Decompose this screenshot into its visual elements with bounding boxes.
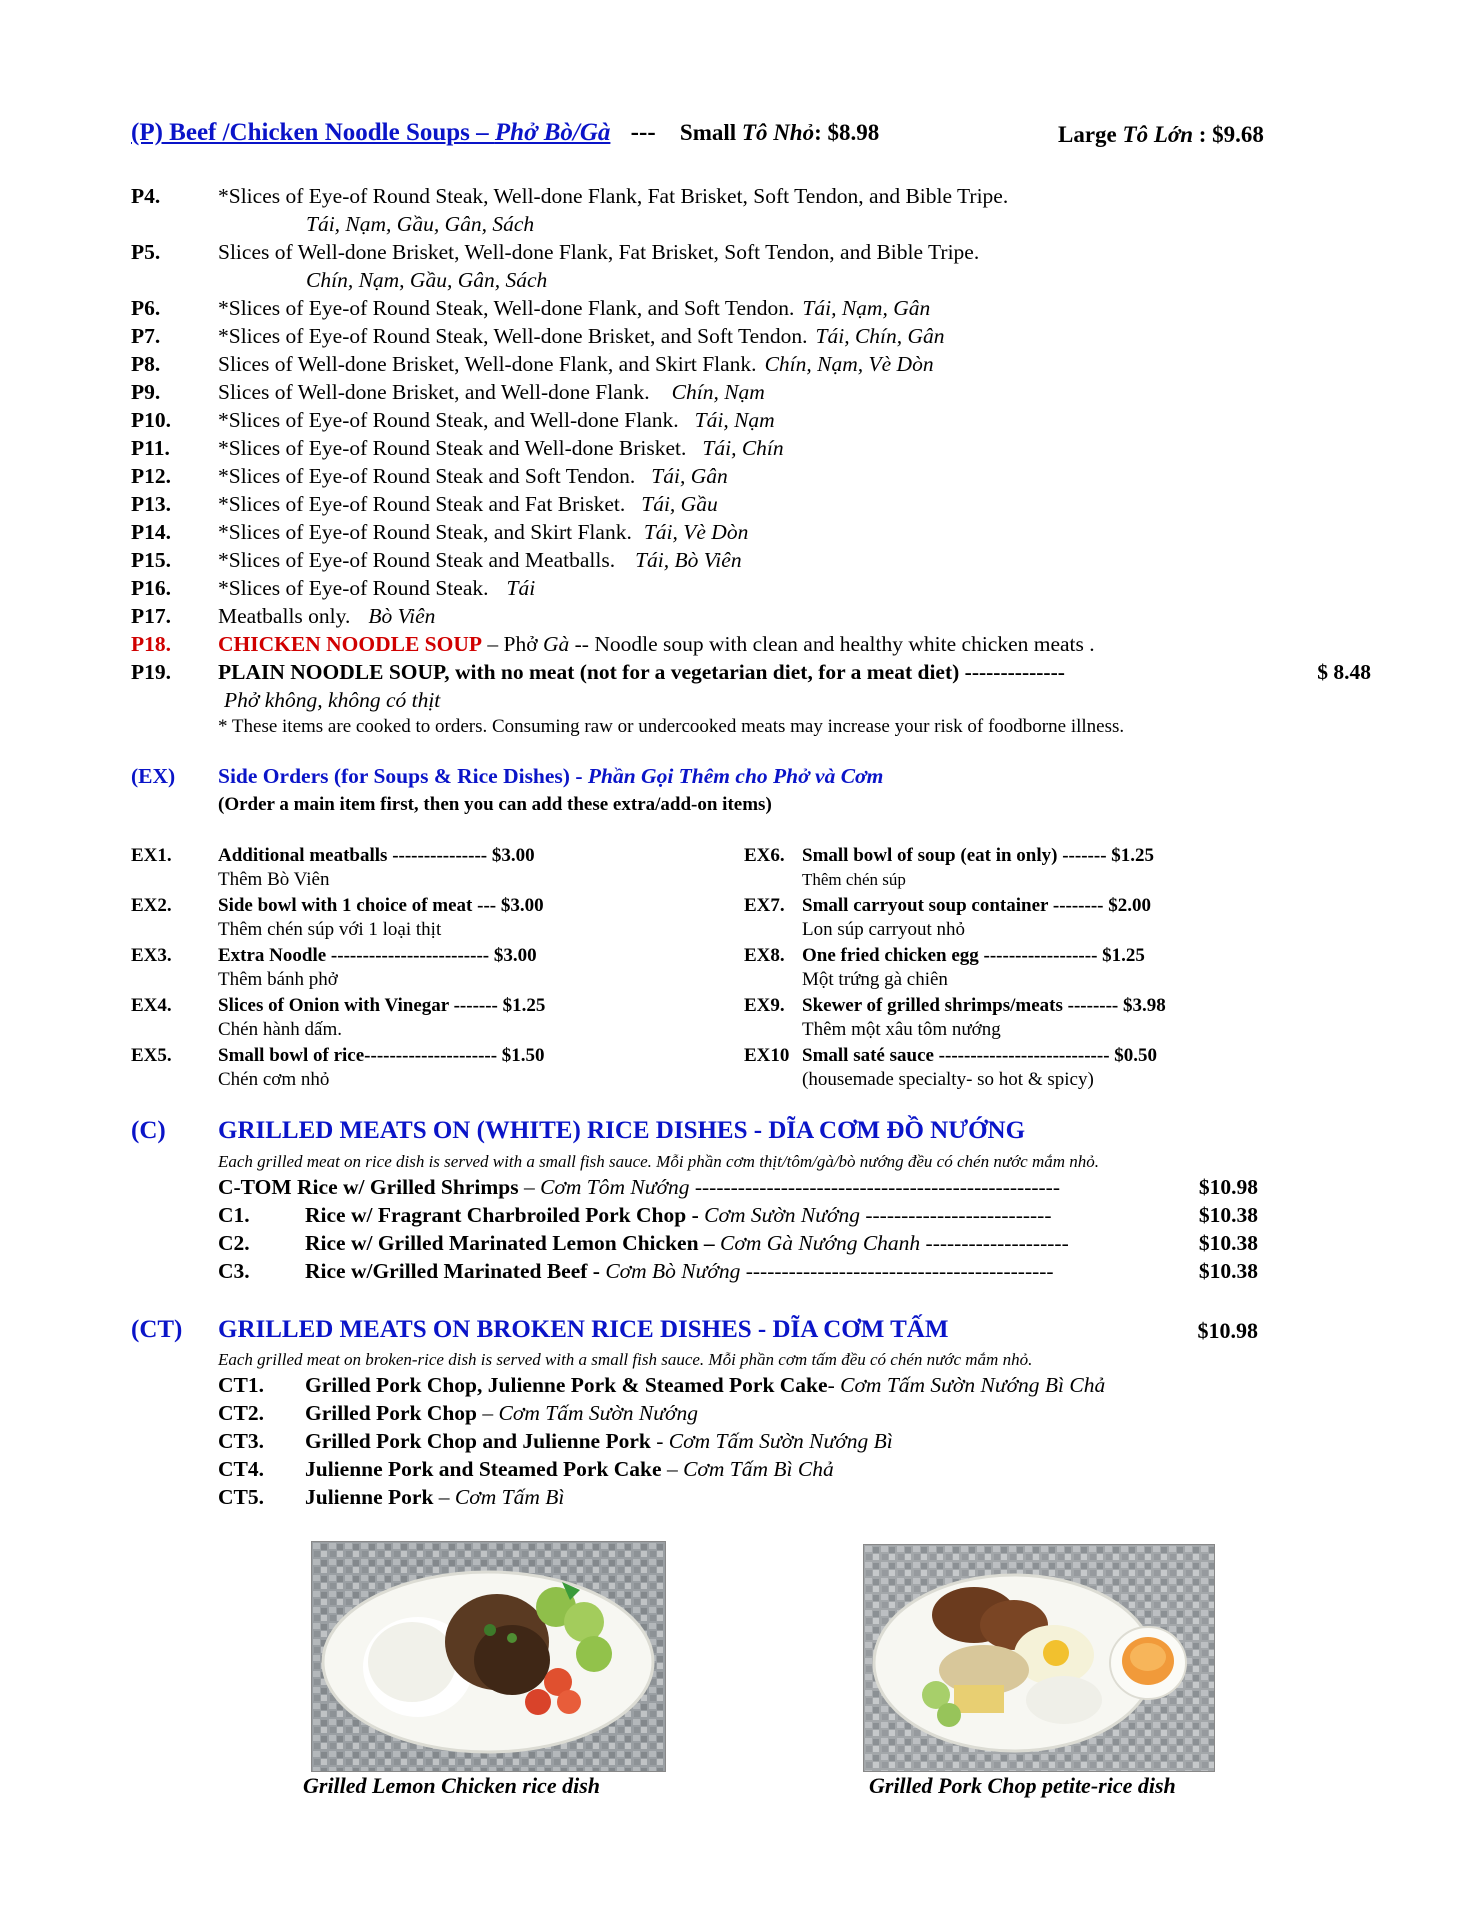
list-item: P4. *Slices of Eye-of Round Steak, Well-done Flank, Fat Brisket, Soft Tendon, and Bible Tripe. [131, 184, 1009, 208]
list-item: P11. *Slices of Eye-of Round Steak and Well-done Brisket. Tái, Chín [131, 436, 784, 460]
pork-chop-image [864, 1545, 1214, 1771]
soups-header-separator: --- [630, 119, 656, 146]
list-item: CT5. Julienne Pork – Cơm Tấm Bì [218, 1485, 565, 1509]
list-item: C3. Rice w/Grilled Marinated Beef - Cơm Bò Nướng ------------------------------------------- $10.38 [218, 1259, 1258, 1283]
pork-chop-caption: Grilled Pork Chop petite-rice dish [869, 1773, 1176, 1798]
price: $10.38 [1198, 1259, 1258, 1283]
list-item-plain: P19. PLAIN NOODLE SOUP, with no meat (not for a vegetarian diet, for a meat diet) -------------- $ 8.48 [131, 660, 1371, 684]
broken-rice-title: GRILLED MEATS ON BROKEN RICE DISHES - DĨA CƠM TẤM [218, 1316, 949, 1343]
soup-item-list [131, 182, 1371, 740]
list-item: P5. Slices of Well-done Brisket, Well-done Flank, Fat Brisket, Soft Tendon, and Bible Tripe. [131, 240, 980, 264]
list-item: C-TOM Rice w/ Grilled Shrimps – Cơm Tôm Nướng --------------------------------------------------- $10.98 [218, 1175, 1258, 1199]
large-size-price: Large Tô Lớn : $9.68 [1058, 122, 1264, 147]
list-item: CT2. Grilled Pork Chop – Cơm Tấm Sườn Nướng [218, 1401, 698, 1425]
list-item: EX2. Side bowl with 1 choice of meat --- $3.00 Thêm chén súp với 1 loại thịt [131, 895, 544, 940]
rice-code: (C) [131, 1117, 166, 1144]
list-item: P13. *Slices of Eye-of Round Steak and Fat Brisket. Tái, Gầu [131, 492, 718, 516]
list-item: EX5. Small bowl of rice--------------------- $1.50 Chén cơm nhỏ [131, 1045, 545, 1090]
small-size-price: Small Tô Nhỏ: $8.98 [679, 120, 880, 145]
broken-rice-code: (CT) [131, 1316, 183, 1343]
price: $10.38 [1198, 1203, 1258, 1227]
list-item-vietnamese: Tái, Nạm, Gầu, Gân, Sách [306, 212, 535, 236]
list-item: EX3. Extra Noodle ------------------------- $3.00 Thêm bánh phở [131, 945, 537, 990]
list-item: EX4. Slices of Onion with Vinegar ------- $1.25 Chén hành dấm. [131, 995, 546, 1040]
list-item: P17. Meatballs only. Bò Viên [131, 604, 436, 628]
list-item: C1. Rice w/ Fragrant Charbroiled Pork Chop - Cơm Sườn Nướng -------------------------- $10.38 [218, 1203, 1258, 1227]
list-item: EX10 Small saté sauce --------------------------- $0.50 (housemade specialty- so hot & spicy) [744, 1045, 1158, 1090]
price: $10.98 [1198, 1175, 1258, 1199]
broken-rice-price: $10.98 [1197, 1318, 1258, 1343]
sides-subtitle: (Order a main item first, then you can add these extra/add-on items) [218, 794, 772, 815]
sides-left-column [131, 844, 651, 1094]
rice-title: GRILLED MEATS ON (WHITE) RICE DISHES - DĨA CƠM ĐỒ NƯỚNG [218, 1117, 1026, 1144]
broken-rice-note: Each grilled meat on broken-rice dish is served with a small fish sauce. Mỗi phần cơm tấm đều có chén nước mắm nhỏ. [218, 1350, 1033, 1369]
list-item: CT1. Grilled Pork Chop, Julienne Pork & Steamed Pork Cake- Cơm Tấm Sườn Nướng Bì Chả [218, 1373, 1106, 1397]
lemon-chicken-photo [311, 1541, 666, 1772]
list-item-chicken: P18. CHICKEN NOODLE SOUP – Phở Gà -- Noodle soup with clean and healthy white chicken meats . [131, 632, 1095, 656]
sides-right-column [744, 844, 1264, 1094]
list-item-vietnamese: Phở không, không có thịt [224, 688, 441, 712]
price: $10.38 [1198, 1231, 1258, 1255]
list-item: P6. *Slices of Eye-of Round Steak, Well-done Flank, and Soft Tendon. Tái, Nạm, Gân [131, 296, 931, 320]
list-item: EX9. Skewer of grilled shrimps/meats -------- $3.98 Thêm một xâu tôm nướng [744, 995, 1166, 1040]
list-item: EX8. One fried chicken egg ------------------ $1.25 Một trứng gà chiên [744, 945, 1145, 990]
list-item: P16. *Slices of Eye-of Round Steak. Tái [131, 576, 536, 600]
plain-soup-price: $ 8.48 [1317, 660, 1371, 684]
list-item: CT3. Grilled Pork Chop and Julienne Pork - Cơm Tấm Sườn Nướng Bì [218, 1429, 893, 1453]
list-item: C2. Rice w/ Grilled Marinated Lemon Chicken – Cơm Gà Nướng Chanh -------------------- $10.38 [218, 1231, 1258, 1255]
list-item-vietnamese: Chín, Nạm, Gầu, Gân, Sách [306, 268, 548, 292]
soups-title: (P) Beef /Chicken Noodle Soups – Phở Bò/Gà [131, 119, 611, 146]
list-item: P8. Slices of Well-done Brisket, Well-done Flank, and Skirt Flank. Chín, Nạm, Vè Dòn [131, 352, 934, 376]
lemon-chicken-image [312, 1542, 665, 1771]
list-item: P7. *Slices of Eye-of Round Steak, Well-done Brisket, and Soft Tendon. Tái, Chín, Gân [131, 324, 945, 348]
sides-code: (EX) [131, 764, 176, 788]
soups-header [131, 119, 1331, 147]
list-item: P14. *Slices of Eye-of Round Steak, and Skirt Flank. Tái, Vè Dòn [131, 520, 749, 544]
broken-rice-header [131, 1316, 1258, 1344]
sides-title: Side Orders (for Soups & Rice Dishes) - Phần Gọi Thêm cho Phở và Cơm [218, 764, 884, 788]
list-item: P12. *Slices of Eye-of Round Steak and Soft Tendon. Tái, Gân [131, 464, 728, 488]
food-safety-note: * These items are cooked to orders. Consuming raw or undercooked meats may increase your risk of foodborne illness. [218, 716, 1125, 737]
pork-chop-photo [863, 1544, 1215, 1772]
list-item: P10. *Slices of Eye-of Round Steak, and Well-done Flank. Tái, Nạm [131, 408, 775, 432]
rice-header [131, 1117, 1025, 1145]
lemon-chicken-caption: Grilled Lemon Chicken rice dish [303, 1773, 600, 1798]
rice-note: Each grilled meat on rice dish is served with a small fish sauce. Mỗi phần cơm thịt/tôm/gà/bò nướng đều có chén nước mắm nhỏ. [218, 1152, 1100, 1171]
list-item: EX1. Additional meatballs --------------- $3.00 Thêm Bò Viên [131, 845, 535, 890]
list-item: EX7. Small carryout soup container -------- $2.00 Lon súp carryout nhỏ [744, 895, 1151, 940]
list-item: P15. *Slices of Eye-of Round Steak and Meatballs. Tái, Bò Viên [131, 548, 742, 572]
list-item: EX6. Small bowl of soup (eat in only) ------- $1.25 Thêm chén súp [744, 845, 1155, 889]
list-item: P9. Slices of Well-done Brisket, and Well-done Flank. Chín, Nạm [131, 380, 765, 404]
list-item: CT4. Julienne Pork and Steamed Pork Cake – Cơm Tấm Bì Chả [218, 1457, 834, 1481]
